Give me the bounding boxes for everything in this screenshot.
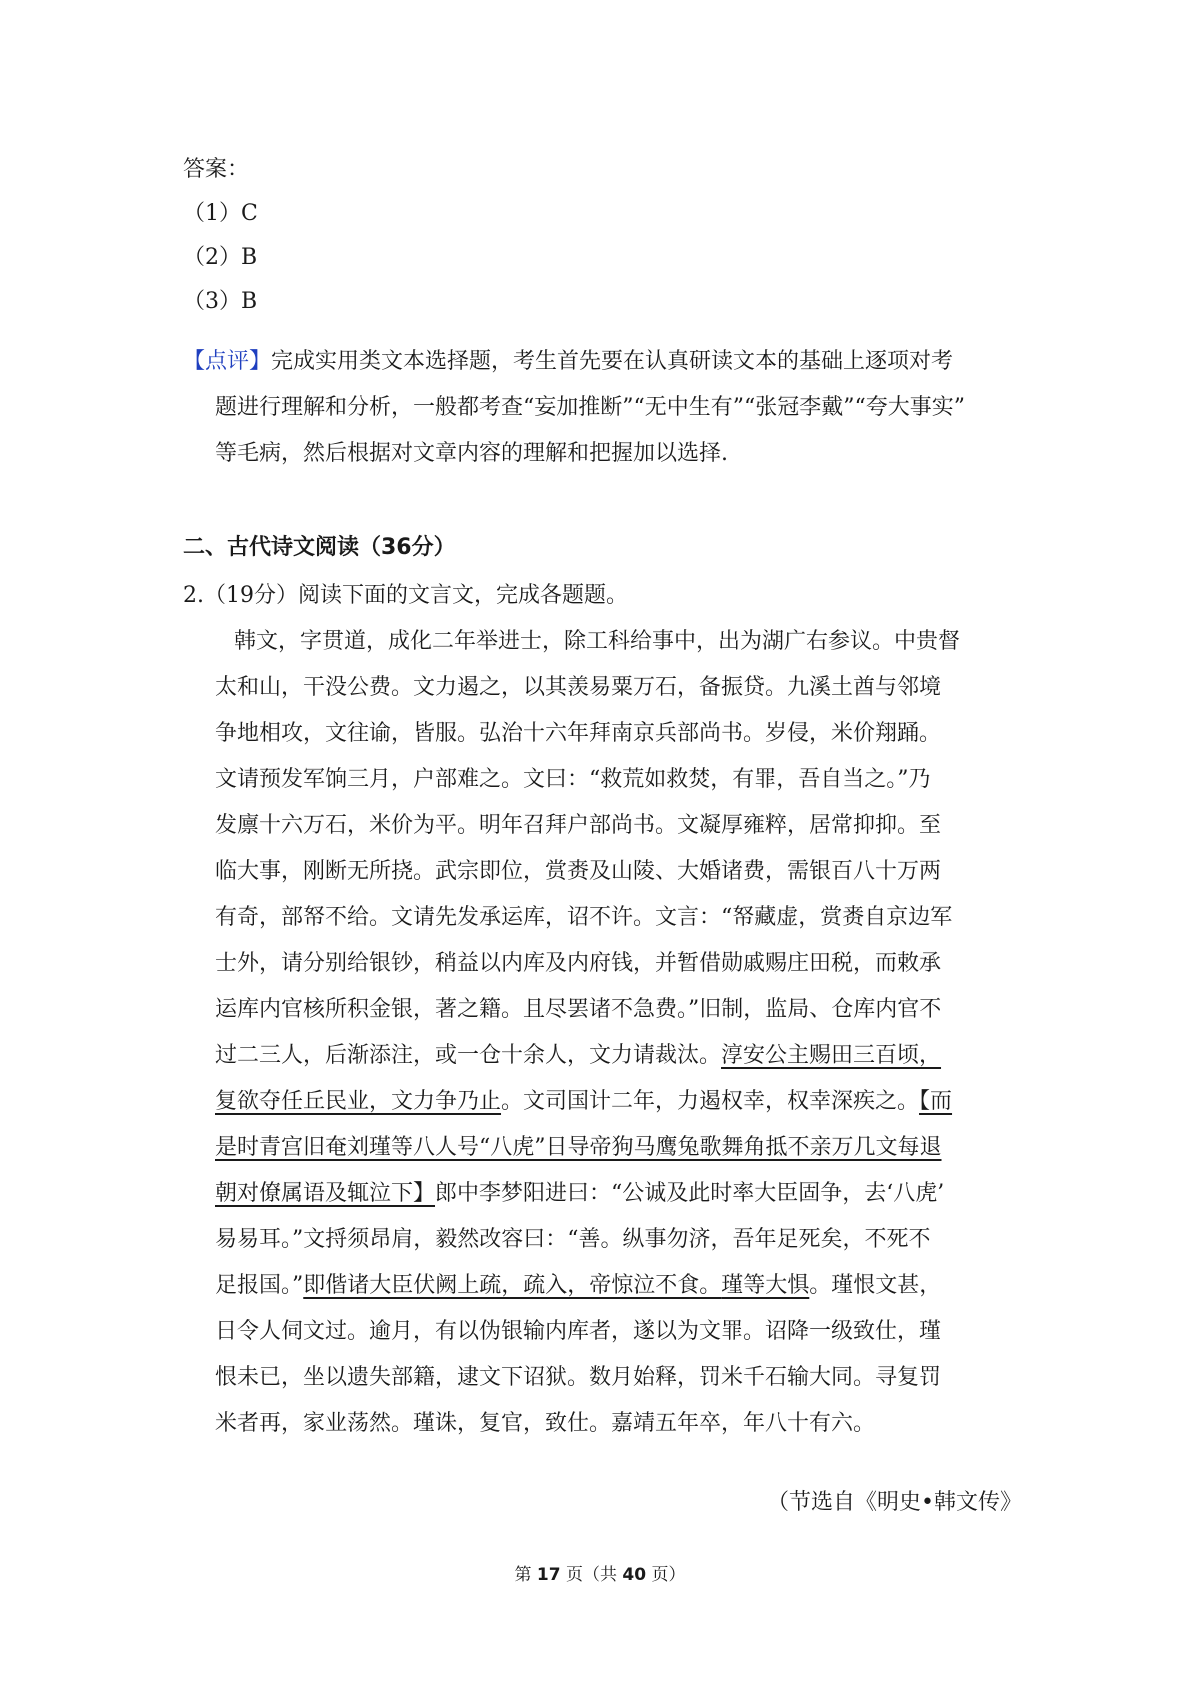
review-line-3: 等毛病，然后根据对文章内容的理解和把握加以选择. <box>215 441 728 466</box>
underlined-sentence-2: 即偕诸大臣伏阙上疏，疏入，帝惊泣不食。 <box>303 1273 722 1298</box>
total-pages: 40 <box>622 1565 647 1585</box>
source-citation: （节选自《明史•韩文传》 <box>767 1490 1022 1515</box>
passage-line: 发廪十六万石，米价为平。明年召拜户部尚书。文凝厚雍粹，居常抑抑。至 <box>215 813 942 838</box>
underlined-sentence-1-cont: 复欲夺任丘民业，文力争乃止 <box>215 1089 502 1114</box>
passage-line: 韩文，字贯道，成化二年举进士，除工科给事中，出为湖广右参议。中贵督 <box>234 629 961 654</box>
footer-middle: 页（共 <box>566 1565 617 1585</box>
passage-line: 易易耳。”文捋须昂肩，毅然改容曰：“善。纵事勿济，吾年足死矣，不死不 <box>215 1227 931 1252</box>
question-head: 2.（19分）阅读下面的文言文，完成各题题。 <box>183 583 628 608</box>
passage-text: 足报国。” <box>215 1273 304 1298</box>
section-title: 二、古代诗文阅读（36分） <box>183 535 456 560</box>
bracketed-passage-start: 【而 <box>919 1089 953 1114</box>
passage-line: 日令人伺文过。逾月，有以伪银输内库者，遂以为文罪。诏降一级致仕，瑾 <box>215 1319 942 1344</box>
answer-item-2: （2）B <box>183 245 258 270</box>
bracketed-passage-end: 朝对僚属语及辄泣下】 <box>215 1181 436 1206</box>
passage-line: 有奇，部帑不给。文请先发承运库，诏不许。文言：“帑藏虚，赏赉自京边军 <box>215 905 953 930</box>
page-number: 17 <box>536 1565 561 1585</box>
bracketed-passage: 是时青宫旧奄刘瑾等八人号“八虎”日导帝狗马鹰兔歌舞角抵不亲万几文每退 <box>215 1135 942 1160</box>
review-tag: 【点评】 <box>183 349 272 374</box>
answer-item-3: （3）B <box>183 289 258 314</box>
passage-line <box>215 1087 1025 1117</box>
passage-text: 。瑾恨文甚， <box>809 1273 942 1298</box>
passage-line <box>215 1041 1025 1071</box>
passage-line: 太和山，干没公费。文力遏之，以其羡易粟万石，备振贷。九溪土酋与邻境 <box>215 675 942 700</box>
page-footer <box>0 1563 1200 1587</box>
passage-line: 争地相攻，文往谕，皆服。弘治十六年拜南京兵部尚书。岁侵，米价翔踊。 <box>215 721 942 746</box>
passage-line: 米者再，家业荡然。瑾诛，复官，致仕。嘉靖五年卒，年八十有六。 <box>215 1411 876 1436</box>
review-text-1: 完成实用类文本选择题，考生首先要在认真研读文本的基础上逐项对考 <box>271 349 954 374</box>
passage-text: 郎中李梦阳进曰：“公诚及此时率大臣固争，去‘八虎’ <box>435 1181 945 1206</box>
review-line-1 <box>183 347 953 377</box>
passage-line <box>215 1271 1025 1301</box>
footer-suffix: 页） <box>651 1565 686 1585</box>
passage-line: 恨未已，坐以遗失部籍，逮文下诏狱。数月始释，罚米千石输大同。寻复罚 <box>215 1365 942 1390</box>
passage-text: 过二三人，后渐添注，或一仓十余人，文力请裁汰。 <box>215 1043 722 1068</box>
passage-line: 临大事，刚断无所挠。武宗即位，赏赉及山陵、大婚诸费，需银百八十万两 <box>215 859 942 884</box>
review-line-2: 题进行理解和分析，一般都考查“妄加推断”“无中生有”“张冠李戴”“夸大事实” <box>215 395 965 420</box>
passage-line <box>215 1179 1025 1209</box>
answer-label: 答案： <box>183 157 250 182</box>
underlined-sentence-3: 瑾等大惧 <box>721 1273 810 1298</box>
answer-item-1: （1）C <box>183 201 258 226</box>
underlined-sentence-1: 淳安公主赐田三百顷， <box>721 1043 942 1068</box>
passage-text: 。文司国计二年，力遏权幸，权幸深疾之。 <box>501 1089 920 1114</box>
footer-prefix: 第 <box>514 1565 532 1585</box>
passage-line: 运库内官核所积金银，著之籍。且尽罢诸不急费。”旧制，监局、仓库内官不 <box>215 997 942 1022</box>
passage-line: 文请预发军饷三月，户部难之。文曰：“救荒如救焚，有罪，吾自当之。”乃 <box>215 767 931 792</box>
passage-line: 士外，请分别给银钞，稍益以内库及内府钱，并暂借勋戚赐庄田税，而敕承 <box>215 951 942 976</box>
